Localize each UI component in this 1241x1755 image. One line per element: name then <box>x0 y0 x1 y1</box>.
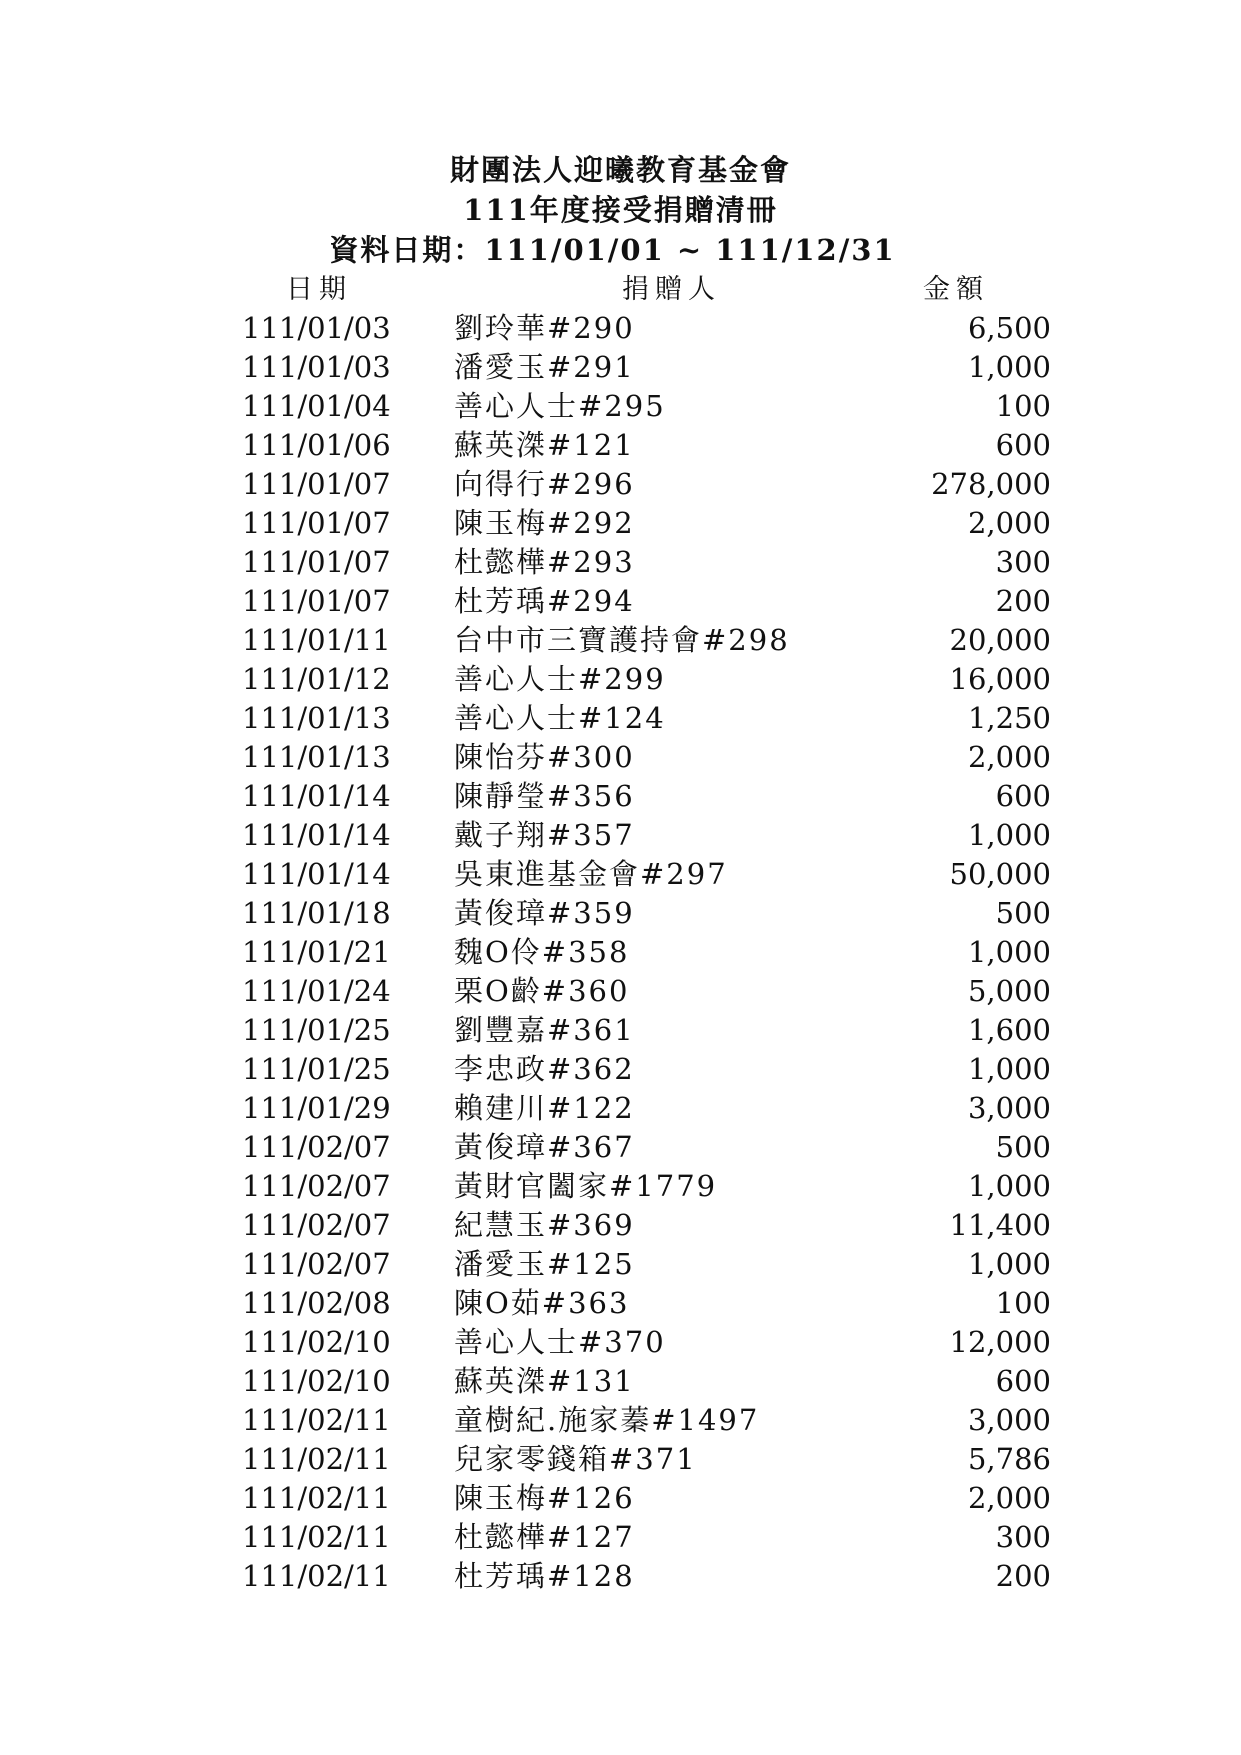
list-title: 111年度接受捐贈清冊 <box>463 193 778 227</box>
table-row <box>0 1206 1241 1245</box>
table-row <box>0 699 1241 738</box>
table-row <box>0 933 1241 972</box>
row-donor: 善心人士#299 <box>454 662 666 696</box>
row-amount: 200 <box>995 1559 1051 1593</box>
row-amount: 600 <box>995 428 1051 462</box>
row-donor: 童樹紀.施家蓁#1497 <box>454 1403 760 1437</box>
table-row <box>0 738 1241 777</box>
row-amount: 1,000 <box>967 1169 1051 1203</box>
table-row <box>0 1284 1241 1323</box>
row-date: 111/02/08 <box>242 1286 391 1320</box>
row-amount: 200 <box>995 584 1051 618</box>
table-row <box>0 348 1241 387</box>
document-header <box>0 150 1241 270</box>
row-donor: 潘愛玉#125 <box>454 1247 635 1281</box>
row-date: 111/01/11 <box>242 623 391 657</box>
row-amount: 20,000 <box>949 623 1051 657</box>
organization-name: 財團法人迎曦教育基金會 <box>449 153 791 187</box>
header-date: 日期 <box>286 274 352 305</box>
row-amount: 12,000 <box>949 1325 1051 1359</box>
table-row <box>0 1245 1241 1284</box>
row-donor: 李忠政#362 <box>454 1052 635 1086</box>
table-row <box>0 972 1241 1011</box>
row-donor: 吳東進基金會#297 <box>454 857 728 891</box>
row-amount: 16,000 <box>949 662 1051 696</box>
row-date: 111/01/24 <box>242 974 391 1008</box>
table-row <box>0 465 1241 504</box>
row-donor: 陳玉梅#126 <box>454 1481 635 1515</box>
row-amount: 11,400 <box>949 1208 1051 1242</box>
row-date: 111/02/07 <box>242 1169 391 1203</box>
row-amount: 6,500 <box>967 311 1051 345</box>
row-amount: 1,000 <box>967 818 1051 852</box>
row-date: 111/01/07 <box>242 467 391 501</box>
row-amount: 2,000 <box>967 506 1051 540</box>
table-row <box>0 855 1241 894</box>
row-amount: 2,000 <box>967 1481 1051 1515</box>
row-date: 111/02/11 <box>242 1403 391 1437</box>
table-row <box>0 1518 1241 1557</box>
table-row <box>0 1557 1241 1596</box>
table-row <box>0 816 1241 855</box>
row-amount: 5,000 <box>967 974 1051 1008</box>
row-date: 111/01/03 <box>242 311 391 345</box>
row-donor: 台中市三寶護持會#298 <box>454 623 790 657</box>
row-amount: 1,000 <box>967 935 1051 969</box>
row-donor: 黃俊璋#359 <box>454 896 635 930</box>
row-donor: 杜懿樺#127 <box>454 1520 635 1554</box>
table-row <box>0 387 1241 426</box>
row-amount: 500 <box>995 1130 1051 1164</box>
row-amount: 500 <box>995 896 1051 930</box>
donation-table <box>0 270 1241 1596</box>
row-date: 111/02/07 <box>242 1130 391 1164</box>
row-date: 111/02/11 <box>242 1442 391 1476</box>
row-donor: 魏O伶#358 <box>454 935 630 969</box>
table-row <box>0 309 1241 348</box>
table-row <box>0 621 1241 660</box>
row-date: 111/01/07 <box>242 545 391 579</box>
header-amount: 金額 <box>923 274 989 305</box>
table-row <box>0 1050 1241 1089</box>
row-date: 111/01/21 <box>242 935 391 969</box>
table-row <box>0 543 1241 582</box>
row-donor: 向得行#296 <box>454 467 635 501</box>
header-donor: 捐贈人 <box>622 274 721 305</box>
row-donor: 陳怡芬#300 <box>454 740 635 774</box>
table-row <box>0 1479 1241 1518</box>
row-donor: 黃財官闔家#1779 <box>454 1169 718 1203</box>
row-donor: 蘇英滐#121 <box>454 428 635 462</box>
row-date: 111/01/04 <box>242 389 391 423</box>
row-donor: 蘇英滐#131 <box>454 1364 635 1398</box>
row-donor: 劉豐嘉#361 <box>454 1013 635 1047</box>
table-row <box>0 1323 1241 1362</box>
table-row <box>0 1089 1241 1128</box>
row-amount: 1,600 <box>967 1013 1051 1047</box>
row-date: 111/01/06 <box>242 428 391 462</box>
row-date: 111/02/10 <box>242 1325 391 1359</box>
table-row <box>0 777 1241 816</box>
row-date: 111/02/07 <box>242 1208 391 1242</box>
row-donor: 陳玉梅#292 <box>454 506 635 540</box>
row-date: 111/02/10 <box>242 1364 391 1398</box>
row-date: 111/01/25 <box>242 1052 391 1086</box>
row-date: 111/01/03 <box>242 350 391 384</box>
row-amount: 278,000 <box>931 467 1051 501</box>
row-donor: 善心人士#124 <box>454 701 666 735</box>
row-date: 111/01/14 <box>242 779 391 813</box>
table-row <box>0 1440 1241 1479</box>
row-donor: 賴建川#122 <box>454 1091 635 1125</box>
row-donor: 戴子翔#357 <box>454 818 635 852</box>
table-row <box>0 426 1241 465</box>
row-amount: 100 <box>995 389 1051 423</box>
row-donor: 善心人士#370 <box>454 1325 666 1359</box>
row-date: 111/01/12 <box>242 662 391 696</box>
row-amount: 300 <box>995 1520 1051 1554</box>
table-row <box>0 1011 1241 1050</box>
row-amount: 600 <box>995 1364 1051 1398</box>
row-date: 111/02/11 <box>242 1481 391 1515</box>
row-donor: 兒家零錢箱#371 <box>454 1442 697 1476</box>
row-date: 111/01/13 <box>242 740 391 774</box>
row-date: 111/01/13 <box>242 701 391 735</box>
row-date: 111/01/25 <box>242 1013 391 1047</box>
row-amount: 3,000 <box>967 1091 1051 1125</box>
row-amount: 300 <box>995 545 1051 579</box>
row-amount: 5,786 <box>967 1442 1051 1476</box>
row-amount: 600 <box>995 779 1051 813</box>
row-donor: 紀慧玉#369 <box>454 1208 635 1242</box>
row-donor: 栗O齡#360 <box>454 974 630 1008</box>
row-donor: 杜懿樺#293 <box>454 545 635 579</box>
table-row <box>0 1128 1241 1167</box>
table-row <box>0 1401 1241 1440</box>
row-amount: 1,000 <box>967 1247 1051 1281</box>
table-header-row <box>0 270 1241 309</box>
row-amount: 1,000 <box>967 1052 1051 1086</box>
row-amount: 1,250 <box>967 701 1051 735</box>
table-row <box>0 660 1241 699</box>
row-date: 111/02/11 <box>242 1559 391 1593</box>
row-amount: 1,000 <box>967 350 1051 384</box>
row-date: 111/01/07 <box>242 506 391 540</box>
table-row <box>0 1362 1241 1401</box>
row-amount: 50,000 <box>949 857 1051 891</box>
row-donor: 陳靜瑩#356 <box>454 779 635 813</box>
row-amount: 100 <box>995 1286 1051 1320</box>
row-date: 111/01/14 <box>242 818 391 852</box>
data-date-range: 資料日期：111/01/01 ~ 111/12/31 <box>329 233 896 267</box>
row-date: 111/02/07 <box>242 1247 391 1281</box>
row-amount: 2,000 <box>967 740 1051 774</box>
row-date: 111/01/07 <box>242 584 391 618</box>
row-donor: 陳O茹#363 <box>454 1286 630 1320</box>
table-row <box>0 1167 1241 1206</box>
row-date: 111/01/18 <box>242 896 391 930</box>
row-donor: 杜芳瑀#128 <box>454 1559 635 1593</box>
row-donor: 潘愛玉#291 <box>454 350 635 384</box>
row-donor: 劉玲華#290 <box>454 311 635 345</box>
row-amount: 3,000 <box>967 1403 1051 1437</box>
row-date: 111/01/29 <box>242 1091 391 1125</box>
table-row <box>0 894 1241 933</box>
row-date: 111/02/11 <box>242 1520 391 1554</box>
row-donor: 黃俊璋#367 <box>454 1130 635 1164</box>
table-row <box>0 504 1241 543</box>
table-row <box>0 582 1241 621</box>
row-donor: 杜芳瑀#294 <box>454 584 635 618</box>
row-donor: 善心人士#295 <box>454 389 666 423</box>
row-date: 111/01/14 <box>242 857 391 891</box>
